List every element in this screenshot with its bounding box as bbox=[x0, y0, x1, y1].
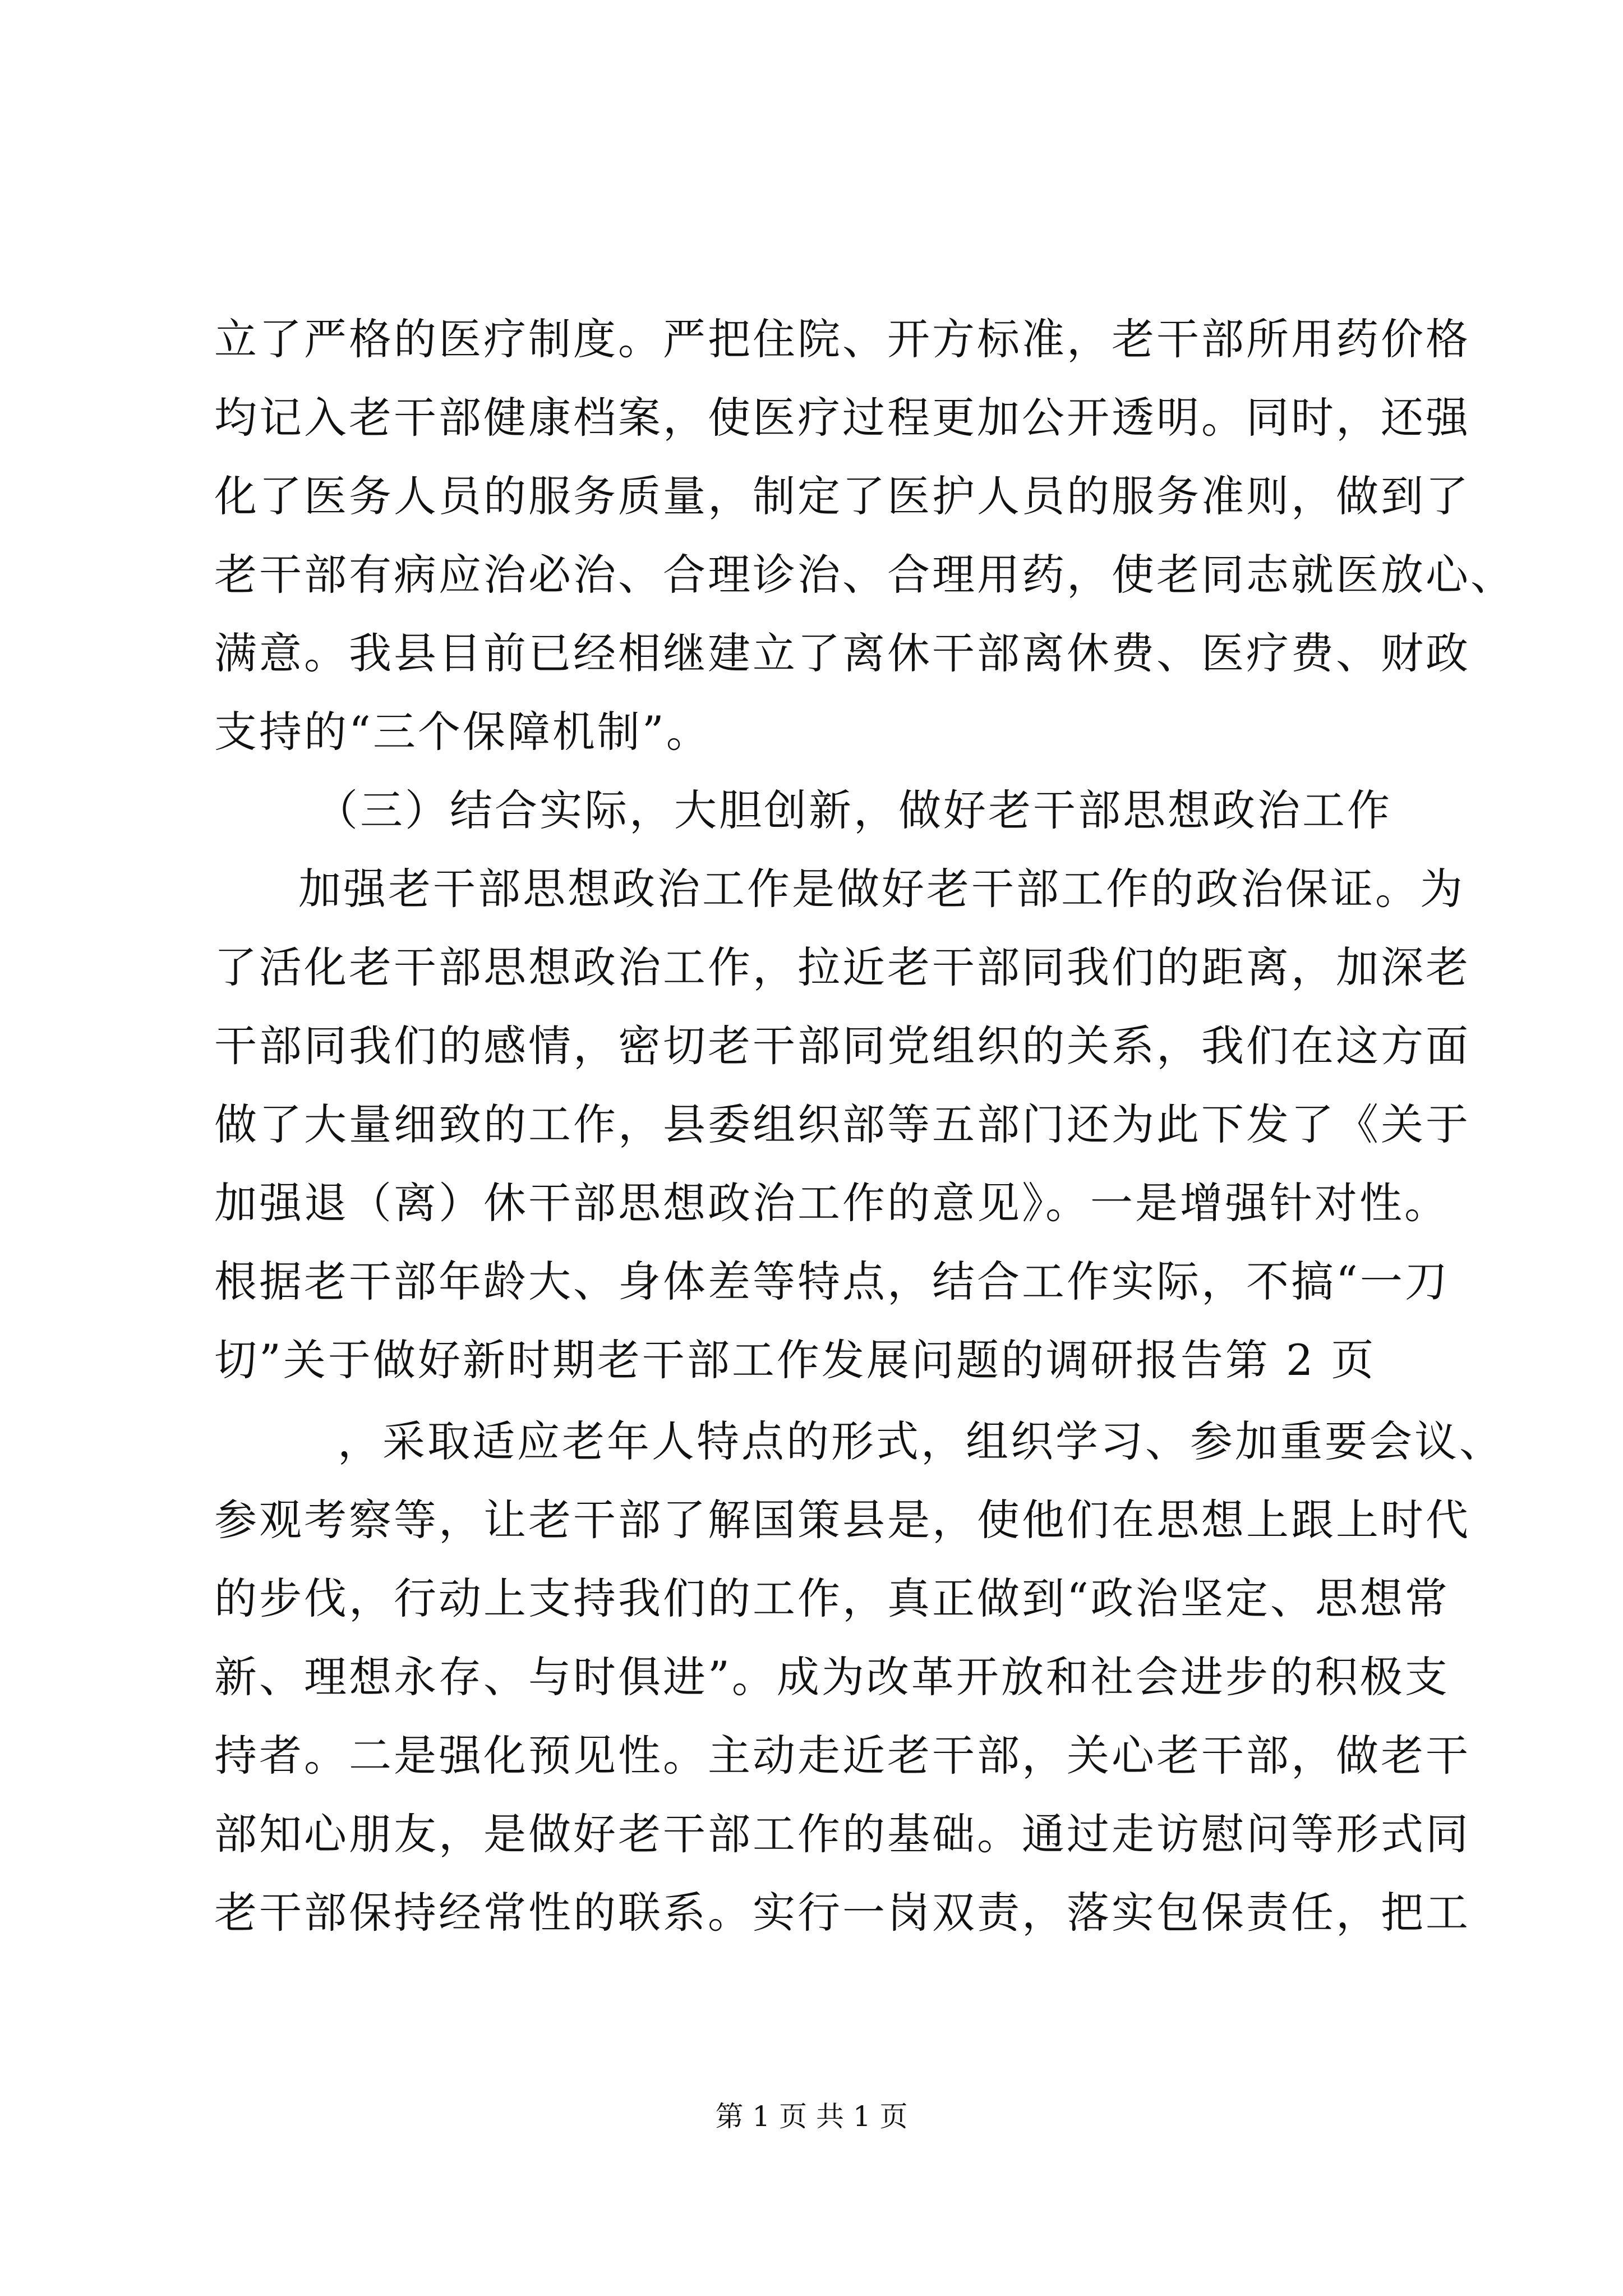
text-line: 支持的“三个保障机制”。 bbox=[214, 707, 711, 757]
text-line: 加强退（离）休干部思想政治工作的意见》。一是增强针对性。 bbox=[214, 1178, 1449, 1228]
text-line: 老干部有病应治必治、合理诊治、合理用药，使老同志就医放心、 bbox=[214, 550, 1515, 600]
text-line: 加强老干部思想政治工作是做好老干部工作的政治保证。为 bbox=[298, 864, 1465, 914]
text-line: 均记入老干部健康档案，使医疗过程更加公开透明。同时，还强 bbox=[214, 393, 1470, 443]
text-line: 立了严格的医疗制度。严把住院、开方标准，老干部所用药价格 bbox=[214, 314, 1470, 364]
text-line: 干部同我们的感情，密切老干部同党组织的关系，我们在这方面 bbox=[214, 1021, 1470, 1071]
text-line: 做了大量细致的工作，县委组织部等五部门还为此下发了《关于 bbox=[214, 1099, 1470, 1149]
text-line: 根据老干部年龄大、身体差等特点，结合工作实际，不搞“一刀 bbox=[214, 1257, 1450, 1306]
text-line: 切”关于做好新时期老干部工作发展问题的调研报告第 2 页 bbox=[214, 1335, 1376, 1385]
text-line: （三）结合实际，大胆创新，做好老干部思想政治工作 bbox=[315, 785, 1392, 835]
text-line: 部知心朋友，是做好老干部工作的基础。通过走访慰问等形式同 bbox=[214, 1809, 1470, 1859]
text-line: 化了医务人员的服务质量，制定了医护人员的服务准则，做到了 bbox=[214, 471, 1470, 521]
text-line: 老干部保持经常性的联系。实行一岗双责，落实包保责任，把工 bbox=[214, 1888, 1470, 1938]
text-line: 新、理想永存、与时俱进”。成为改革开放和社会进步的积极支 bbox=[214, 1652, 1450, 1702]
page-footer: 第 1 页 共 1 页 bbox=[715, 2100, 908, 2133]
text-line: 了活化老干部思想政治工作，拉近老干部同我们的距离，加深老 bbox=[214, 942, 1470, 992]
text-line: ，采取适应老年人特点的形式，组织学习、参加重要会议、 bbox=[338, 1416, 1504, 1466]
text-line: 的步伐，行动上支持我们的工作，真正做到“政治坚定、思想常 bbox=[214, 1573, 1450, 1623]
text-line: 参观考察等，让老干部了解国策县是，使他们在思想上跟上时代 bbox=[214, 1495, 1470, 1545]
text-line: 满意。我县目前已经相继建立了离休干部离休费、医疗费、财政 bbox=[214, 628, 1470, 678]
text-line: 持者。二是强化预见性。主动走近老干部，关心老干部，做老干 bbox=[214, 1731, 1470, 1780]
